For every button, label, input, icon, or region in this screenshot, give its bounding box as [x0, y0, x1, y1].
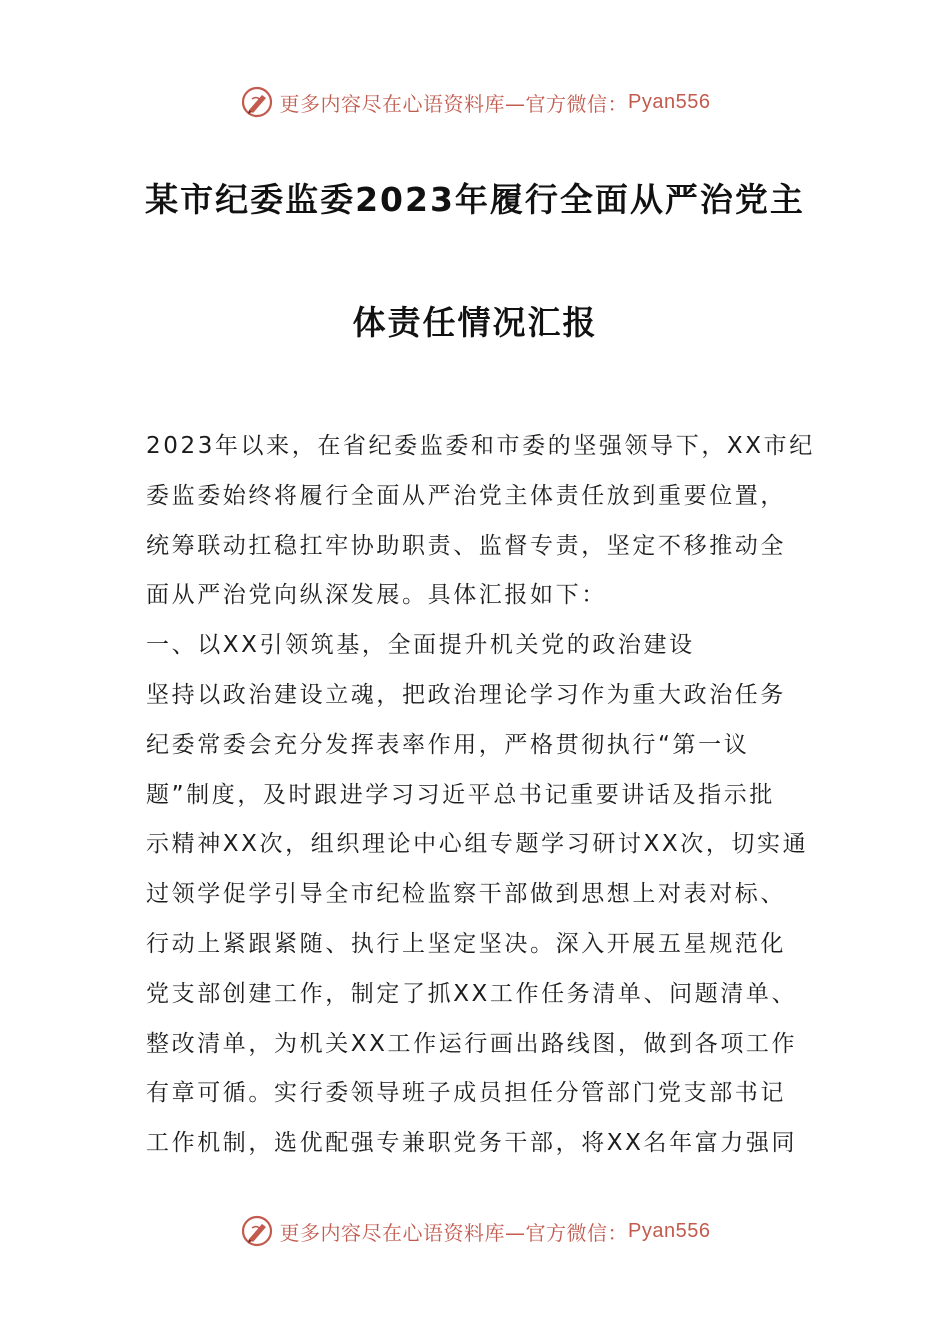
watermark-text: 更多内容尽在心语资料库—官方微信： [279, 1220, 629, 1245]
document-title-line-1: 某市纪委监委2023年履行全面从严治党主 [145, 180, 805, 219]
body-line: 党支部创建工作，制定了抓XX工作任务清单、问题清单、 [146, 980, 798, 1007]
document-title-line-2: 体责任情况汇报 [352, 303, 598, 342]
body-line: 过领学促学引导全市纪检监察干部做到思想上对表对标、 [146, 881, 786, 908]
body-line: 示精神XX次，组织理论中心组专题学习研讨XX次，切实通 [146, 831, 809, 858]
body-line: 行动上紧跟紧随、执行上坚定坚决。深入开展五星规范化 [146, 930, 786, 957]
watermark-footer [0, 1211, 950, 1251]
document-body [146, 422, 815, 1169]
watermark-wechat-id: Pyan556 [628, 90, 711, 113]
watermark-wechat-id: Pyan556 [628, 1219, 711, 1242]
pen-logo-icon [240, 1214, 274, 1248]
section-heading: 一、以XX引领筑基，全面提升机关党的政治建设 [146, 632, 695, 659]
body-line: 面从严治党向纵深发展。具体汇报如下： [146, 582, 607, 609]
pen-logo-icon [240, 85, 274, 119]
body-line: 坚持以政治建设立魂，把政治理论学习作为重大政治任务 [146, 681, 786, 708]
body-line: 题”制度，及时跟进学习习近平总书记重要讲话及指示批 [146, 781, 775, 808]
body-line: 纪委常委会充分发挥表率作用，严格贯彻执行“第一议 [146, 731, 750, 758]
watermark-text: 更多内容尽在心语资料库—官方微信： [279, 91, 629, 116]
body-line: 工作机制，选优配强专兼职党务干部，将XX名年富力强同 [146, 1130, 798, 1157]
body-line: 2023年以来，在省纪委监委和市委的坚强领导下，XX市纪 [146, 433, 815, 459]
body-line: 委监委始终将履行全面从严治党主体责任放到重要位置， [146, 482, 786, 509]
body-line: 统筹联动扛稳扛牢协助职责、监督专责，坚定不移推动全 [146, 532, 786, 559]
body-line: 整改清单，为机关XX工作运行画出路线图，做到各项工作 [146, 1030, 798, 1057]
watermark-header [0, 82, 950, 122]
body-line: 有章可循。实行委领导班子成员担任分管部门党支部书记 [146, 1080, 786, 1107]
